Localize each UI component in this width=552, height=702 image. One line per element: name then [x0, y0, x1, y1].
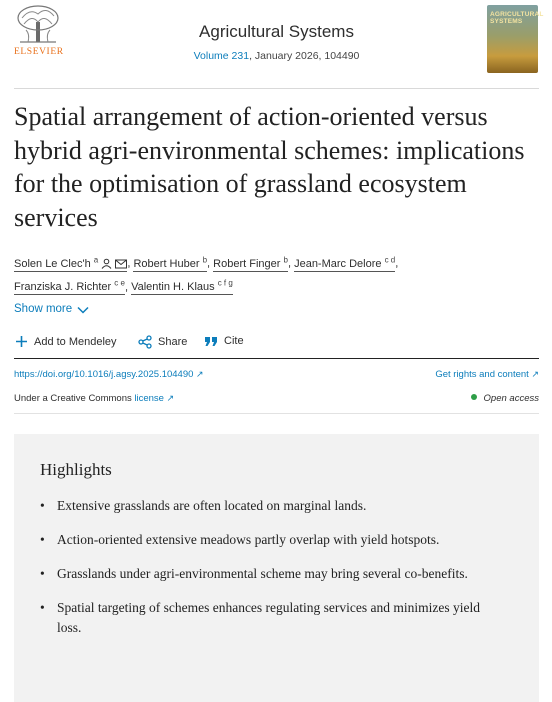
license-prefix: Under a Creative Commons [14, 393, 135, 404]
divider [14, 413, 539, 414]
mendeley-label: Add to Mendeley [34, 335, 117, 348]
author-name: Franziska J. Richter [14, 281, 112, 294]
license-link[interactable] [134, 393, 174, 404]
article-title: Spatial arrangement of action-oriented versus hybrid agri-environmental schemes: implications for the optimisation of grassland ecosystem services [14, 102, 525, 232]
affiliation-sup: c e [114, 278, 125, 288]
rights-text: Get rights and content [435, 369, 529, 380]
add-to-mendeley-button[interactable] [15, 335, 117, 348]
highlights-heading: Highlights [40, 460, 112, 479]
cite-button[interactable] [204, 335, 244, 347]
share-button[interactable] [138, 335, 187, 349]
author-name: Jean-Marc Delore [294, 257, 382, 270]
person-icon [101, 258, 112, 269]
cover-title: AGRICULTURAL SYSTEMS [490, 11, 544, 25]
highlight-item: • Extensive grasslands are often located on marginal lands. [40, 496, 480, 516]
article-actions-bar [14, 334, 539, 359]
cite-label: Cite [224, 335, 244, 347]
highlights-section [14, 434, 539, 702]
article-page [14, 0, 544, 635]
open-access-badge [471, 393, 539, 404]
external-link-icon: ↗ [531, 369, 539, 379]
envelope-icon [115, 259, 127, 269]
journal-title[interactable]: Agricultural Systems [199, 22, 354, 41]
journal-cover-image[interactable] [487, 5, 544, 73]
open-access-label: Open access [483, 393, 539, 404]
author-name: Solen Le Clec'h [14, 257, 91, 270]
rights-link[interactable] [435, 369, 539, 380]
show-more-button[interactable] [14, 303, 89, 315]
affiliation-sup: b [283, 255, 288, 264]
external-link-icon: ↗ [166, 393, 175, 403]
show-more-label: Show more [14, 303, 73, 315]
plus-icon [15, 335, 28, 348]
author-link[interactable] [14, 278, 125, 295]
affiliation-sup: a [93, 255, 99, 264]
journal-issue-info [14, 50, 539, 62]
author-link[interactable] [213, 255, 288, 272]
author-link[interactable] [131, 278, 233, 295]
share-icon [138, 335, 152, 349]
highlights-list [40, 496, 480, 652]
highlight-item: • Grasslands under agri-environmental scheme may bring several co-benefits. [40, 564, 480, 584]
license-statement [14, 393, 174, 404]
share-label: Share [158, 336, 188, 348]
elsevier-wordmark: ELSEVIER [14, 47, 64, 57]
volume-link[interactable]: Volume 231 [193, 50, 250, 62]
affiliation-sup: b [202, 255, 208, 264]
author-list: Solen Le Clec'h $^a$ , Robert Huber $^b$, Robert Finger $^b$, Jean-Marc Delore $^{c d}$, Franziska J. Richter $^{c e}$, Valentin H. Klaus $^{c f g}$ [14, 255, 399, 294]
chevron-down-icon [77, 306, 89, 314]
doi-link[interactable] [14, 369, 204, 380]
license-text: license [134, 393, 164, 404]
affiliation-sup: c d [384, 255, 396, 264]
issue-details: , January 2026, 104490 [249, 50, 360, 62]
author-link[interactable] [294, 255, 396, 272]
open-access-dot-icon [471, 394, 477, 400]
journal-header [14, 0, 544, 89]
affiliation-sup: c f g [217, 278, 233, 288]
author-name: Robert Finger [213, 257, 281, 270]
author-name: Valentin H. Klaus [131, 281, 215, 294]
highlight-item: • Spatial targeting of schemes enhances regulating services and minimizes yield loss. [40, 598, 480, 638]
author-name: Robert Huber [133, 257, 200, 270]
quote-icon [204, 336, 218, 347]
doi-text: https://doi.org/10.1016/j.agsy.2025.104490 [14, 369, 194, 380]
author-link[interactable] [14, 255, 127, 272]
external-link-icon: ↗ [196, 369, 204, 379]
highlight-item: • Action-oriented extensive meadows partly overlap with yield hotspots. [40, 530, 480, 550]
author-link[interactable] [133, 255, 208, 272]
